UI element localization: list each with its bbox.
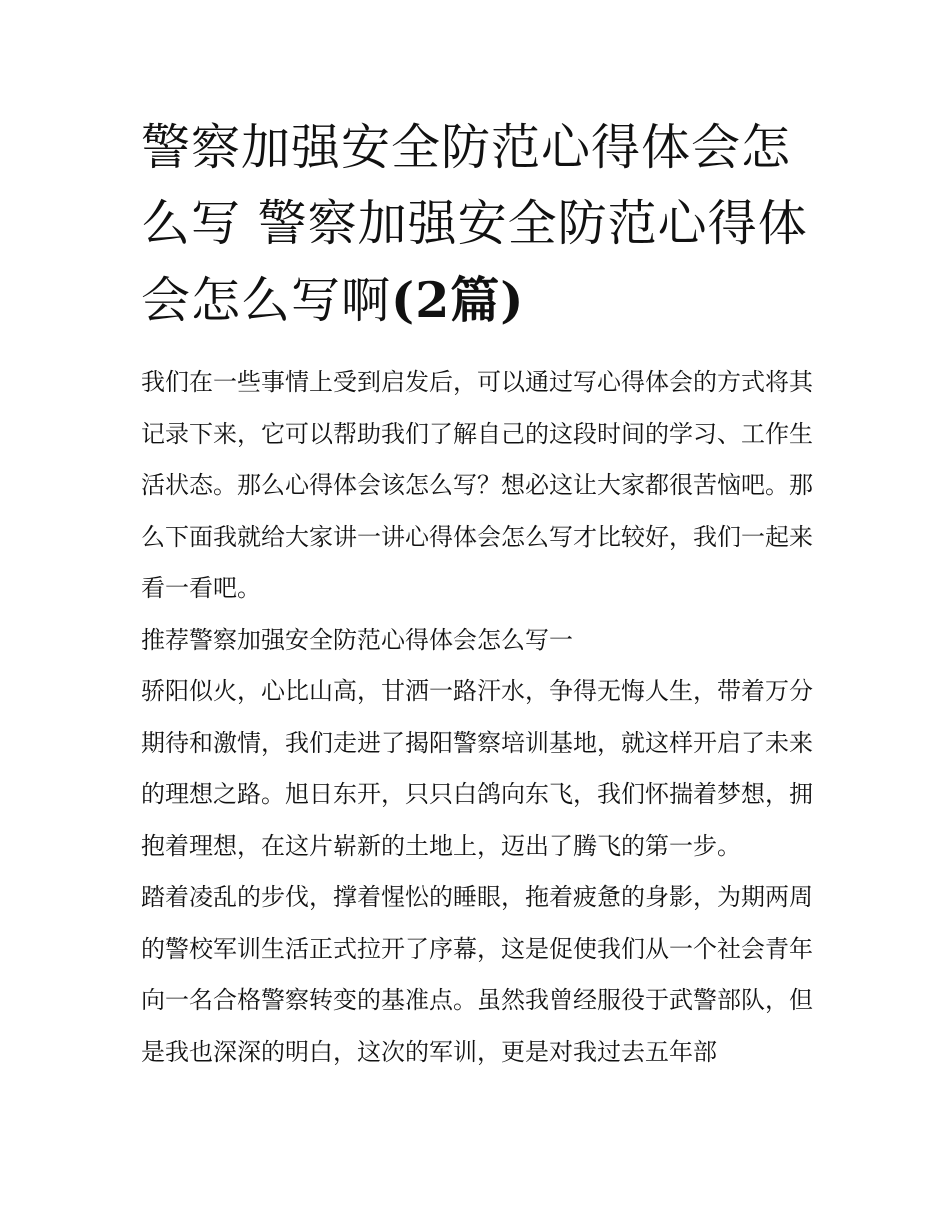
title-count: (2篇) xyxy=(391,271,525,329)
section-heading: 推荐警察加强安全防范心得体会怎么写一 xyxy=(141,625,573,654)
document-page xyxy=(141,110,813,1078)
document-title: 警察加强安全防范心得体会怎么写 警察加强安全防范心得体会怎么写啊(2篇) xyxy=(141,119,808,329)
paragraph: 骄阳似火，心比山高，甘洒一路汗水，争得无悔人生，带着万分期待和激情，我们走进了揭阳警察培训基地，就这样开启了未来的理想之路。旭日东开，只只白鸽向东飞，我们怀揣着梦想，拥抱着理想，在这片崭新的土地上，迈出了腾飞的第一步。 xyxy=(141,677,813,860)
paragraph: 踏着凌乱的步伐，撑着惺忪的睡眼，拖着疲惫的身影，为期两周的警校军训生活正式拉开了序幕，这是促使我们从一个社会青年向一名合格警察转变的基准点。虽然我曾经服役于武警部队，但是我也深深的明白，这次的军训，更是对我过去五年部 xyxy=(141,883,813,1066)
paragraph-intro: 我们在一些事情上受到启发后，可以通过写心得体会的方式将其记录下来，它可以帮助我们了解自己的这段时间的学习、工作生活状态。那么心得体会该怎么写？想必这让大家都很苦恼吧。那么下面我就给大家讲一讲心得体会怎么写才比较好，我们一起来看一看吧。 xyxy=(141,368,813,602)
document-body xyxy=(141,357,813,1078)
